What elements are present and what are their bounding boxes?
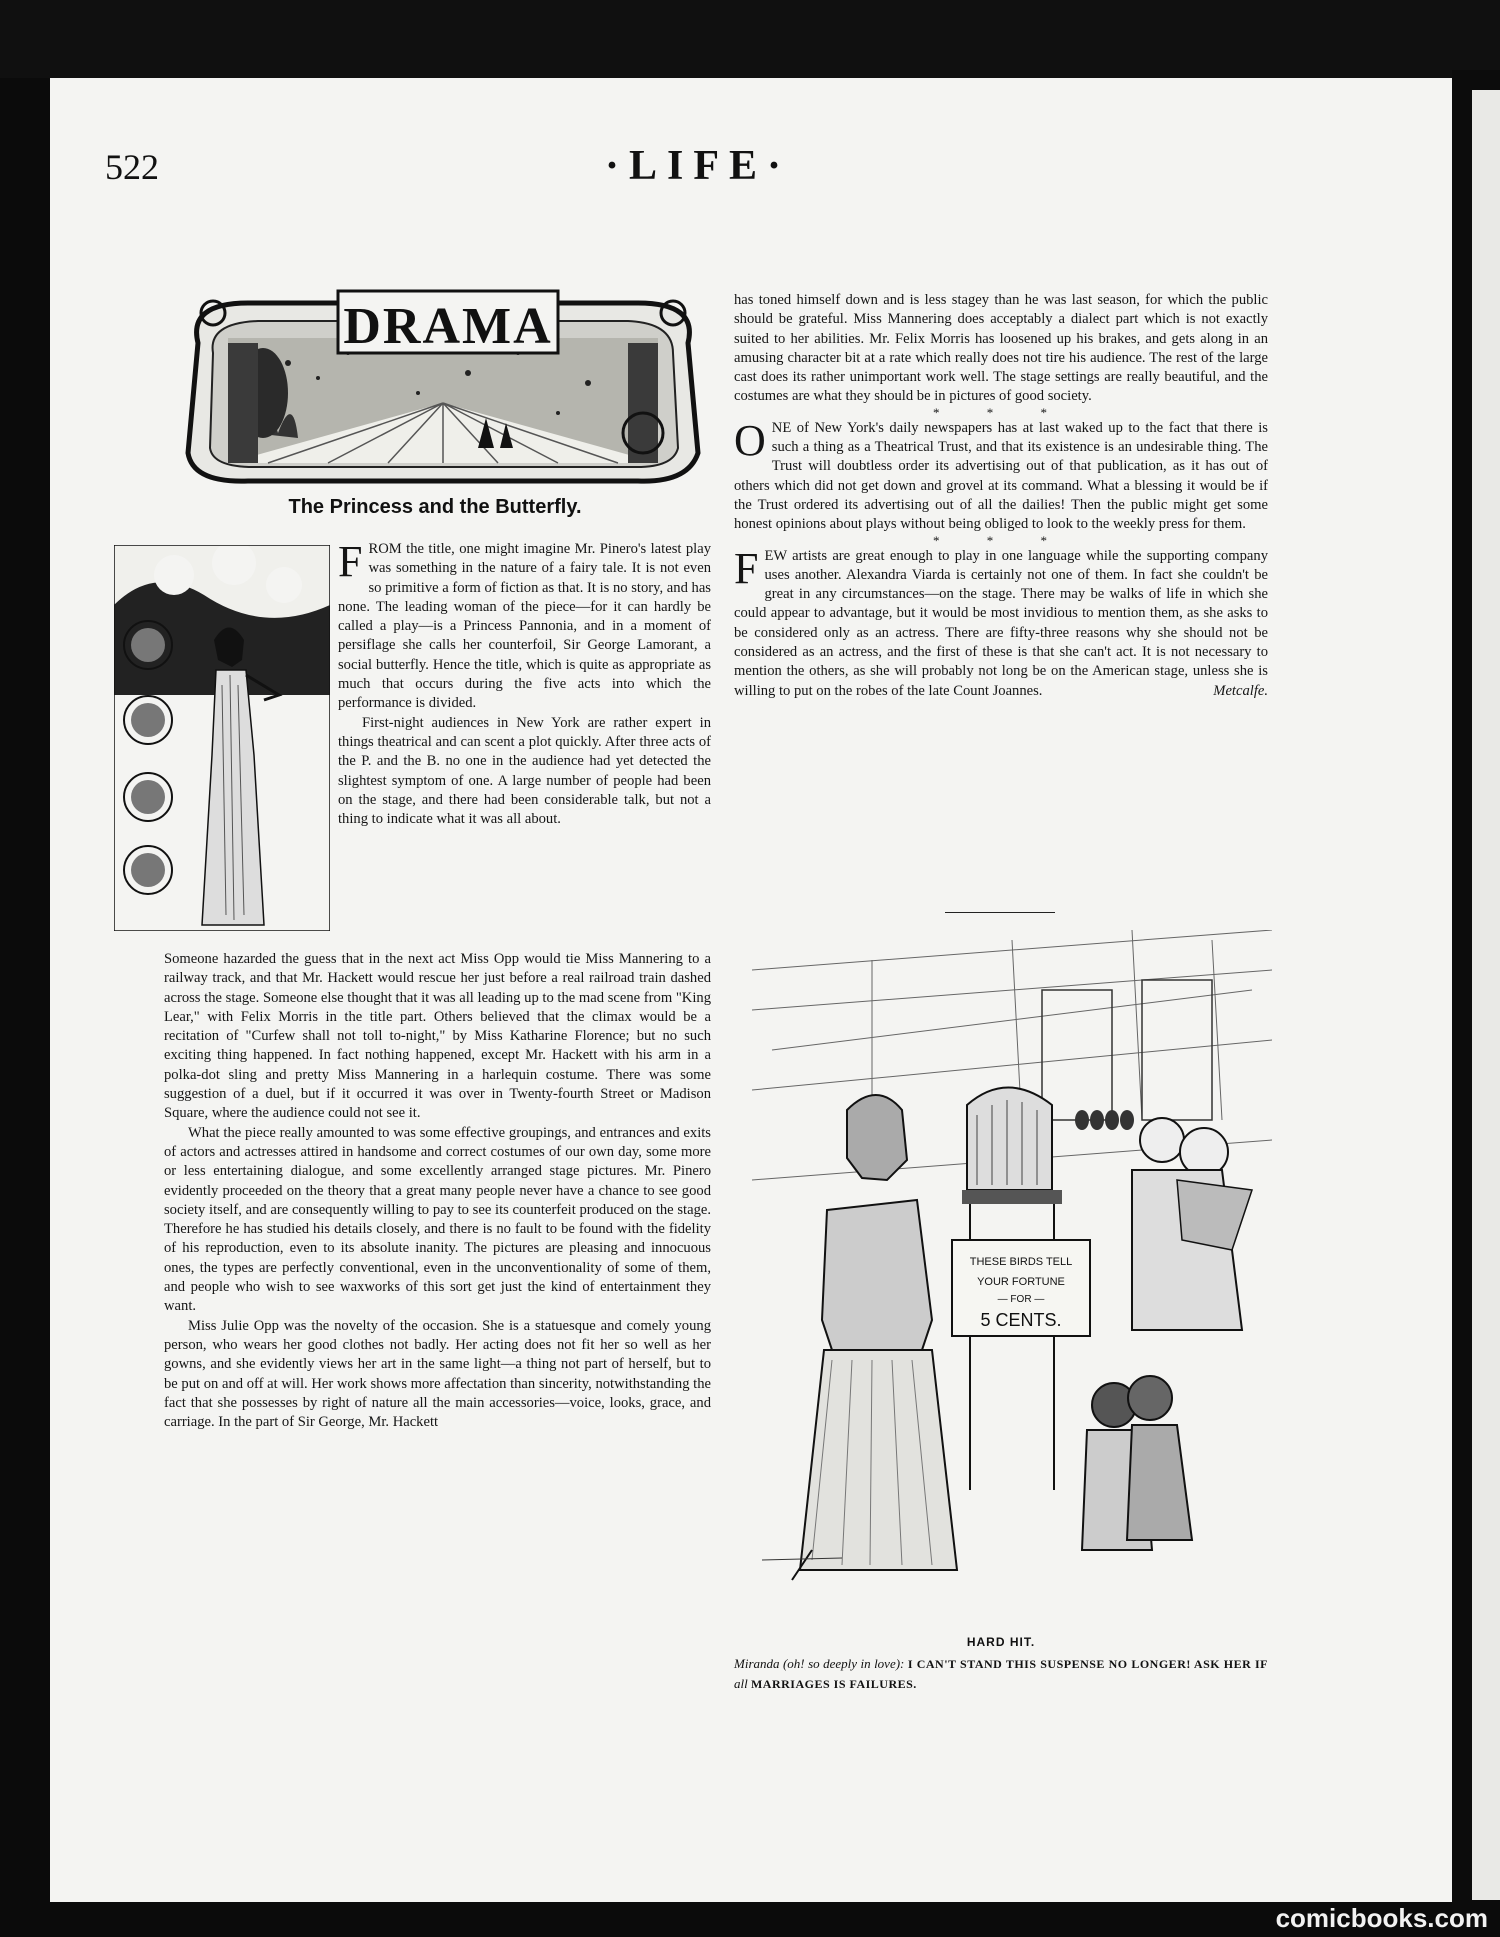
- article-intro: [338, 537, 711, 829]
- article-title: The Princess and the Butterfly.: [288, 496, 582, 518]
- viarda-text: EW artists are great enough to play in one language while the supporting company uses another. Alexandra Viarda is certainly not one of them. In fact she couldn't be great in any circumstances—on the stage. There may be walks of life in which she could appear to advantage, but it would be most invidious to mention them, as she asks to be considered only as an actress. There are fifty-three reasons why she should not be considered as an actress, and the first of these is that she can't act. It is not necessary to mention the others, as she will probably not long be on the American stage, unless she is willing to put on the robes of the late Count Joannes.: [734, 547, 1268, 699]
- cartoon-caption: [734, 1654, 1268, 1694]
- dropcap-f2: F: [734, 543, 759, 593]
- princess-illustration: [114, 545, 330, 931]
- caption-all: all: [734, 1676, 748, 1691]
- piece-paragraph: What the piece really amounted to was some effective groupings, and entrances and exits of actors and actresses attired in handsome and correct costumes of our own day, some more or less entertaining dialogue, and some excellently arranged stage pictures. Mr. Pinero evidently proceeded on the theory that a great many people never have a chance to see good society itself, and are consequently willing to pay to see its counterfeit produced on the stage. Therefore he has studied his details closely, and there is no fault to be found with the fidelity of his reproduction, even to its absolute inanity. The pictures are pleasing and innocuous ones, the types are perfectly conventional, even in the unconventionality of some of them, and people who wish to see waxworks of this sort get just the kind of entertainment they want.: [164, 1124, 711, 1315]
- dropcap-o: O: [734, 415, 766, 465]
- sign-line-2: YOUR FORTUNE: [977, 1276, 1065, 1288]
- section-stars-2: * * *: [933, 532, 1069, 548]
- next-page-sliver: [1472, 90, 1500, 1900]
- article-body-left: [164, 950, 711, 1432]
- sign-line-1: THESE BIRDS TELL: [969, 1256, 1073, 1268]
- first-night-paragraph: First-night audiences in New York are rather expert in things theatrical and can scent a plot quickly. After three acts of the P. and the B. no one in the audience had yet detected the slightest symptom of one. A large number of people had been on the stage, and there had been considerable talk, but not a thing to indicate what it was all about.: [338, 714, 711, 828]
- caption-text: I CAN'T STAND THIS SUSPENSE NO LONGER! ASK HER IF: [907, 1657, 1269, 1671]
- intro-text: ROM the title, one might imagine Mr. Pinero's latest play was something in the nature of a fairy tale. It is not even so primitive a form of fiction as that. It is no story, and has none. The leading woman of the piece—for it can hardly be called a play—is a Princess Pannonia, and in a moment of persiflage she calls her counterfoil, Sir George Lamorant, a social butterfly. Hence the title, which is quite as appropriate as much that occurs during the five acts into which the performance is divided.: [338, 541, 711, 712]
- viarda-paragraph: [734, 543, 1268, 701]
- scan-edge-right: [1452, 70, 1500, 1910]
- article-body-right: [734, 291, 1268, 701]
- trust-text: NE of New York's daily newspapers has at last waked up to the fact that there is such a thing as a Theatrical Trust, and that its existence is an undesirable thing. The Trust will doubtless order its advertising out of that publication, as it has out of others which did not get down and grovel at its command. What a blessing it would be if the Trust ordered its advertising out of all the dailies! Then the public might get some honest opinions about plays without being obliged to look to the weekly press for them.: [734, 419, 1268, 533]
- banner-word: DRAMA: [343, 298, 553, 355]
- cartoon-title: HARD HIT.: [966, 1635, 1036, 1649]
- scan-border-top: [0, 0, 1500, 78]
- guess-paragraph: Someone hazarded the guess that in the next act Miss Opp would tie Miss Mannering to a railway track, and that Mr. Hackett would rescue her just before a real railroad train dashed across the stage. Someone else thought that it was all leading up to the mad scene from "King Lear," with Felix Morris in the title part. Others believed that the climax would be a recitation of "Curfew shall not toll to-night," by Miss Katharine Florence; but no such exciting thing happened. In fact nothing happened, except Mr. Hackett with his arm in a polka-dot sling and pretty Miss Mannering in a harlequin costume. There was some suggestion of a duel, but if it occurred it was over in Twenty-fourth Street or Madison Square, where the audience could not see it.: [164, 951, 711, 1122]
- section-stars-1: * * *: [933, 404, 1069, 420]
- hard-hit-cartoon: [752, 930, 1272, 1618]
- julie-opp-paragraph: Miss Julie Opp was the novelty of the occasion. She is a statuesque and comely young person, who wears her good clothes not badly. Her acting does not fit her so well as her gowns, and she evidently views her art in the same light—a thing not part of herself, but to be put on and off at will. Her work shows more affectation than sincerity, notwithstanding the fact that she possesses by right of nature all the main accessories—voice, looks, grace, and carriage. In the part of Sir George, Mr. Hackett: [164, 1317, 711, 1431]
- drama-banner-illustration: [168, 283, 718, 488]
- hackett-paragraph: has toned himself down and is less stagey than he was last season, for which the public should be grateful. Miss Mannering does acceptably a dialect part which is not exactly suited to her abilities. Mr. Felix Morris has loosened up his brakes, and gets along in an amusing character bit at a rate which really does not tire his audience. The rest of the large cast does its rather unimportant work well. The stage settings are really beautiful, and the costumes are what they should be in pictures of good society.: [734, 292, 1268, 405]
- sign-line-4: 5 CENTS.: [980, 1310, 1062, 1330]
- dropcap-f: F: [338, 537, 363, 586]
- section-divider: [945, 912, 1055, 913]
- watermark: comicbooks.com: [1275, 1903, 1488, 1933]
- caption-end: MARRIAGES IS FAILURES.: [750, 1677, 917, 1691]
- caption-speaker: Miranda (oh! so deeply in love):: [734, 1656, 905, 1671]
- trust-paragraph: [734, 415, 1268, 535]
- page-number: 522: [105, 147, 159, 187]
- masthead: ·LIFE·: [604, 143, 792, 189]
- author-signature: Metcalfe.: [1213, 682, 1268, 699]
- intro-paragraph: [338, 537, 711, 714]
- sign-line-3: — FOR —: [997, 1294, 1045, 1305]
